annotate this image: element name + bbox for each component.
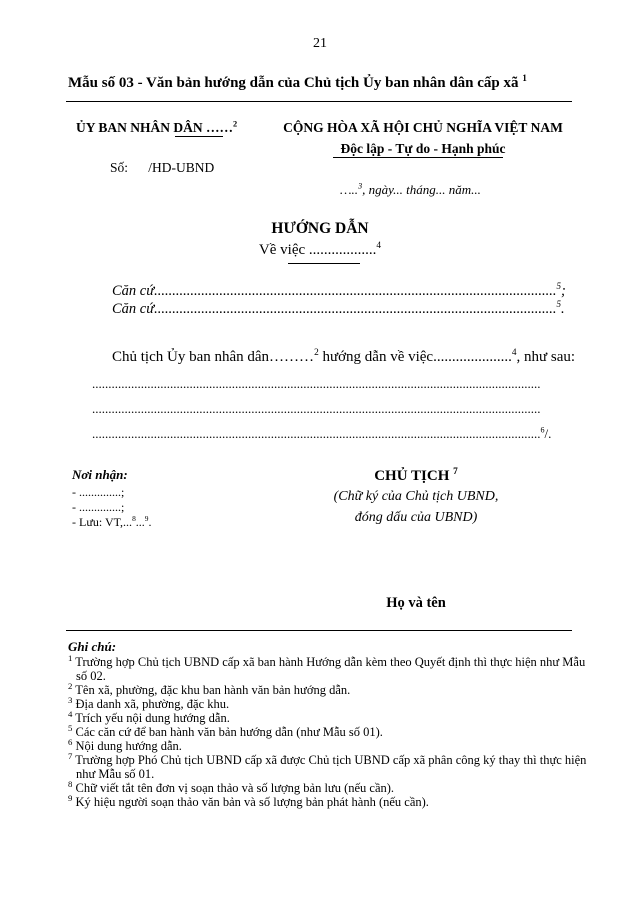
notes-rule — [66, 630, 572, 631]
recipient-item: - ..............; — [72, 500, 125, 514]
legal-basis-1 — [112, 283, 566, 300]
note-item — [68, 750, 588, 781]
note-number: 2 — [68, 680, 73, 691]
legal-basis-1-footnote-ref: 5 — [556, 281, 562, 292]
note-item — [68, 722, 588, 739]
note-text: Tên xã, phường, đặc khu ban hành văn bản hướng dẫn. — [72, 683, 351, 697]
note-number: 1 — [68, 652, 73, 663]
legal-basis-2-footnote-ref: 5 — [556, 299, 562, 310]
nation-motto: Độc lập - Tự do - Hạnh phúc — [340, 141, 506, 156]
note-text: Trường hợp Chủ tịch UBND cấp xã ban hành Hướng dẫn kèm theo Quyết định thì thực hiện như Mẫu số 02. — [72, 655, 586, 683]
form-heading-text: Mẫu số 03 - Văn bản hướng dẫn của Chủ tịch Ủy ban nhân dân cấp xã — [68, 75, 519, 91]
legal-basis-2-text: Căn cứ............................................................................................................... — [112, 301, 557, 317]
form-heading — [68, 75, 527, 92]
note-text: Các căn cứ để ban hành văn bản hướng dẫn (như Mẫu số 01). — [72, 725, 383, 739]
nation-name: CỘNG HÒA XÃ HỘI CHỦ NGHĨA VIỆT NAM — [283, 120, 563, 135]
signature-note-2: đóng dấu của UBND) — [354, 510, 478, 525]
recipient-archive — [72, 515, 152, 530]
issuer-name-text: ỦY BAN NHÂN DÂN …… — [76, 120, 233, 135]
document-number: Số: /HD-UBND — [110, 160, 215, 175]
signature-note-1: (Chữ ký của Chủ tịch UBND, — [333, 489, 499, 504]
note-text: Ký hiệu người soạn thảo văn bản và số lượng bản phát hành (nếu cần). — [72, 795, 429, 809]
recipient-archive-mid: ... — [135, 515, 145, 529]
notes-label: Ghi chú: — [68, 639, 117, 654]
note-text: Trường hợp Phó Chủ tịch UBND cấp xã được Chủ tịch UBND cấp xã phân công ký thay thì thực hiện như Mẫu số 01. — [72, 753, 587, 781]
document-subject — [0, 242, 640, 259]
body-line-1: .......................................................................................................................................... — [92, 376, 541, 391]
place-date-footnote-ref: 3 — [358, 181, 363, 191]
recipient-archive-footnote-ref: 8 — [132, 514, 136, 523]
place-date — [340, 182, 481, 198]
body-line-3-footnote-ref: 6 — [540, 425, 545, 435]
body-intro-text: Chủ tịch Ủy ban nhân dân……… — [112, 349, 315, 365]
note-number: 4 — [68, 708, 73, 719]
page-number: 21 — [313, 36, 327, 51]
body-intro-footnote-ref: 2 — [314, 348, 319, 358]
issuer-footnote-ref: 2 — [233, 119, 238, 129]
signer-name: Họ và tên — [386, 595, 446, 611]
note-item — [68, 652, 588, 683]
place-date-prefix: ….. — [340, 182, 359, 197]
note-text: Trích yếu nội dung hướng dẫn. — [72, 711, 230, 725]
notes-section — [68, 640, 588, 809]
recipients-label: Nơi nhận: — [72, 467, 128, 482]
body-intro-end: , như sau: — [516, 349, 576, 365]
body-line-3-text: .......................................................................................................................................... — [92, 426, 541, 441]
issuer-underline — [175, 136, 223, 137]
note-item — [68, 694, 588, 711]
legal-basis-2-end: . — [561, 301, 565, 317]
body-intro — [112, 349, 575, 366]
place-date-rest: , ngày... tháng... năm... — [362, 182, 481, 197]
note-number: 6 — [68, 736, 73, 747]
note-item — [68, 778, 588, 795]
note-item — [68, 736, 588, 753]
document-title: HƯỚNG DẪN — [271, 220, 369, 237]
note-number: 3 — [68, 694, 73, 705]
legal-basis-1-end: ; — [561, 283, 566, 299]
body-line-2: .......................................................................................................................................... — [92, 401, 541, 416]
document-subject-footnote-ref: 4 — [376, 241, 382, 251]
signature-title — [296, 468, 536, 485]
signature-footnote-ref: 7 — [453, 467, 458, 477]
recipient-archive-text: - Lưu: VT,... — [72, 515, 133, 529]
note-number: 9 — [68, 792, 73, 803]
note-number: 7 — [68, 750, 73, 761]
note-item — [68, 792, 588, 809]
note-number: 8 — [68, 778, 73, 789]
subject-underline — [288, 263, 360, 264]
signature-title-text: CHỦ TỊCH — [374, 468, 450, 484]
body-intro-footnote-ref-2: 4 — [511, 348, 517, 358]
form-heading-footnote-ref: 1 — [522, 74, 527, 84]
note-text: Chữ viết tắt tên đơn vị soạn thảo và số lượng bản lưu (nếu cần). — [72, 781, 395, 795]
recipient-item: - ..............; — [72, 485, 125, 499]
body-intro-mid: hướng dẫn về việc..................... — [318, 349, 512, 365]
note-number: 5 — [68, 722, 73, 733]
legal-basis-2 — [112, 301, 565, 318]
legal-basis-1-text: Căn cứ............................................................................................................... — [112, 283, 557, 299]
note-item — [68, 708, 588, 725]
issuer-name — [76, 120, 237, 136]
note-item — [68, 680, 588, 697]
body-line-3-end: /. — [544, 426, 552, 441]
motto-underline — [333, 157, 503, 158]
recipient-archive-end: . — [148, 515, 152, 529]
recipient-archive-footnote-ref-2: 9 — [144, 514, 149, 523]
document-subject-text: Về việc .................. — [258, 242, 377, 258]
note-text: Nội dung hướng dẫn. — [72, 739, 182, 753]
note-text: Địa danh xã, phường, đặc khu. — [72, 697, 230, 711]
heading-rule — [66, 101, 572, 102]
body-line-3 — [92, 426, 551, 442]
